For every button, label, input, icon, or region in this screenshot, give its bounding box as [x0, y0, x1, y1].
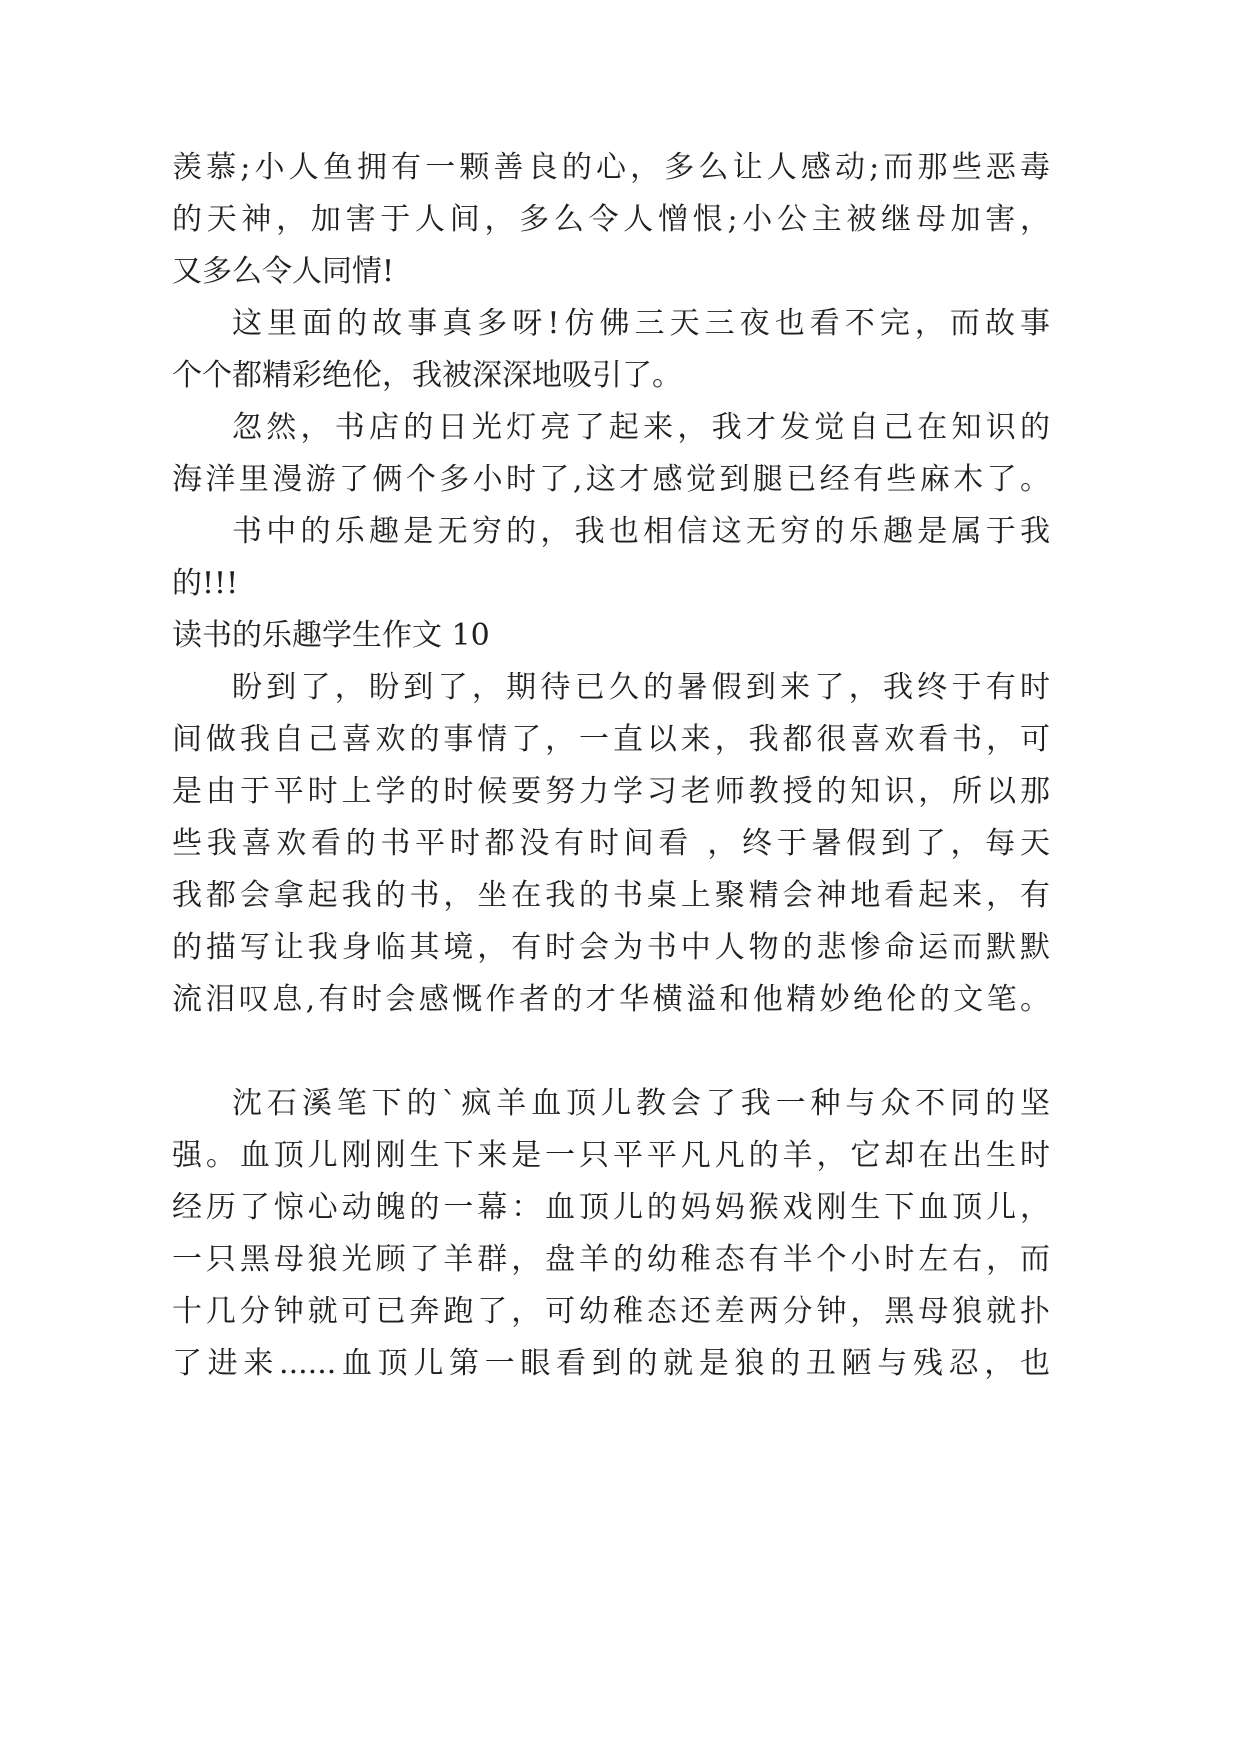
paragraph — [172, 142, 1050, 298]
paragraph — [172, 1078, 1050, 1390]
text-line: 十几分钟就可已奔跑了，可幼稚态还差两分钟，黑母狼就扑 — [172, 1294, 1050, 1329]
text-line: 流泪叹息,有时会感慨作者的才华横溢和他精妙绝伦的文笔。 — [172, 982, 1050, 1017]
text-line: 又多么令人同情! — [172, 254, 395, 289]
text-line: 一只黑母狼光顾了羊群，盘羊的幼稚态有半个小时左右，而 — [172, 1242, 1050, 1277]
text-line: 间做我自己喜欢的事情了，一直以来，我都很喜欢看书，可 — [172, 722, 1050, 757]
paragraph — [172, 298, 1050, 402]
paragraph — [172, 662, 1050, 1026]
text-line: 羡慕;小人鱼拥有一颗善良的心，多么让人感动;而那些恶毒 — [172, 150, 1050, 185]
text-line: 的!!! — [172, 566, 239, 601]
text-line: 的描写让我身临其境，有时会为书中人物的悲惨命运而默默 — [172, 930, 1050, 965]
text-line: 强。血顶儿刚刚生下来是一只平平凡凡的羊，它却在出生时 — [172, 1138, 1050, 1173]
text-line: 了进来......血顶儿第一眼看到的就是狼的丑陋与残忍，也 — [172, 1346, 1050, 1381]
text-line: 忽然，书店的日光灯亮了起来，我才发觉自己在知识的 — [232, 410, 1050, 445]
text-line: 书中的乐趣是无穷的，我也相信这无穷的乐趣是属于我 — [232, 514, 1050, 549]
text-line: 是由于平时上学的时候要努力学习老师教授的知识，所以那 — [172, 774, 1050, 809]
text-line: 经历了惊心动魄的一幕：血顶儿的妈妈猴戏刚生下血顶儿， — [172, 1190, 1050, 1225]
document-body — [172, 142, 1050, 1390]
text-line: 这里面的故事真多呀!仿佛三天三夜也看不完，而故事 — [232, 306, 1050, 341]
paragraph — [172, 506, 1050, 610]
text-line: 些我喜欢看的书平时都没有时间看 ，终于暑假到了，每天 — [172, 826, 1050, 861]
text-line: 的天神，加害于人间，多么令人憎恨;小公主被继母加害， — [172, 202, 1050, 237]
text-line: 我都会拿起我的书，坐在我的书桌上聚精会神地看起来，有 — [172, 878, 1050, 913]
paragraph-break — [172, 1026, 1050, 1078]
text-line: 海洋里漫游了俩个多小时了,这才感觉到腿已经有些麻木了。 — [172, 462, 1050, 497]
text-line: 个个都精彩绝伦，我被深深地吸引了。 — [172, 358, 682, 393]
text-line: 盼到了，盼到了，期待已久的暑假到来了，我终于有时 — [232, 670, 1050, 705]
paragraph — [172, 402, 1050, 506]
text-line: 沈石溪笔下的`疯羊血顶儿教会了我一种与众不同的坚 — [232, 1086, 1050, 1121]
article-title: 读书的乐趣学生作文 10 — [172, 618, 490, 653]
